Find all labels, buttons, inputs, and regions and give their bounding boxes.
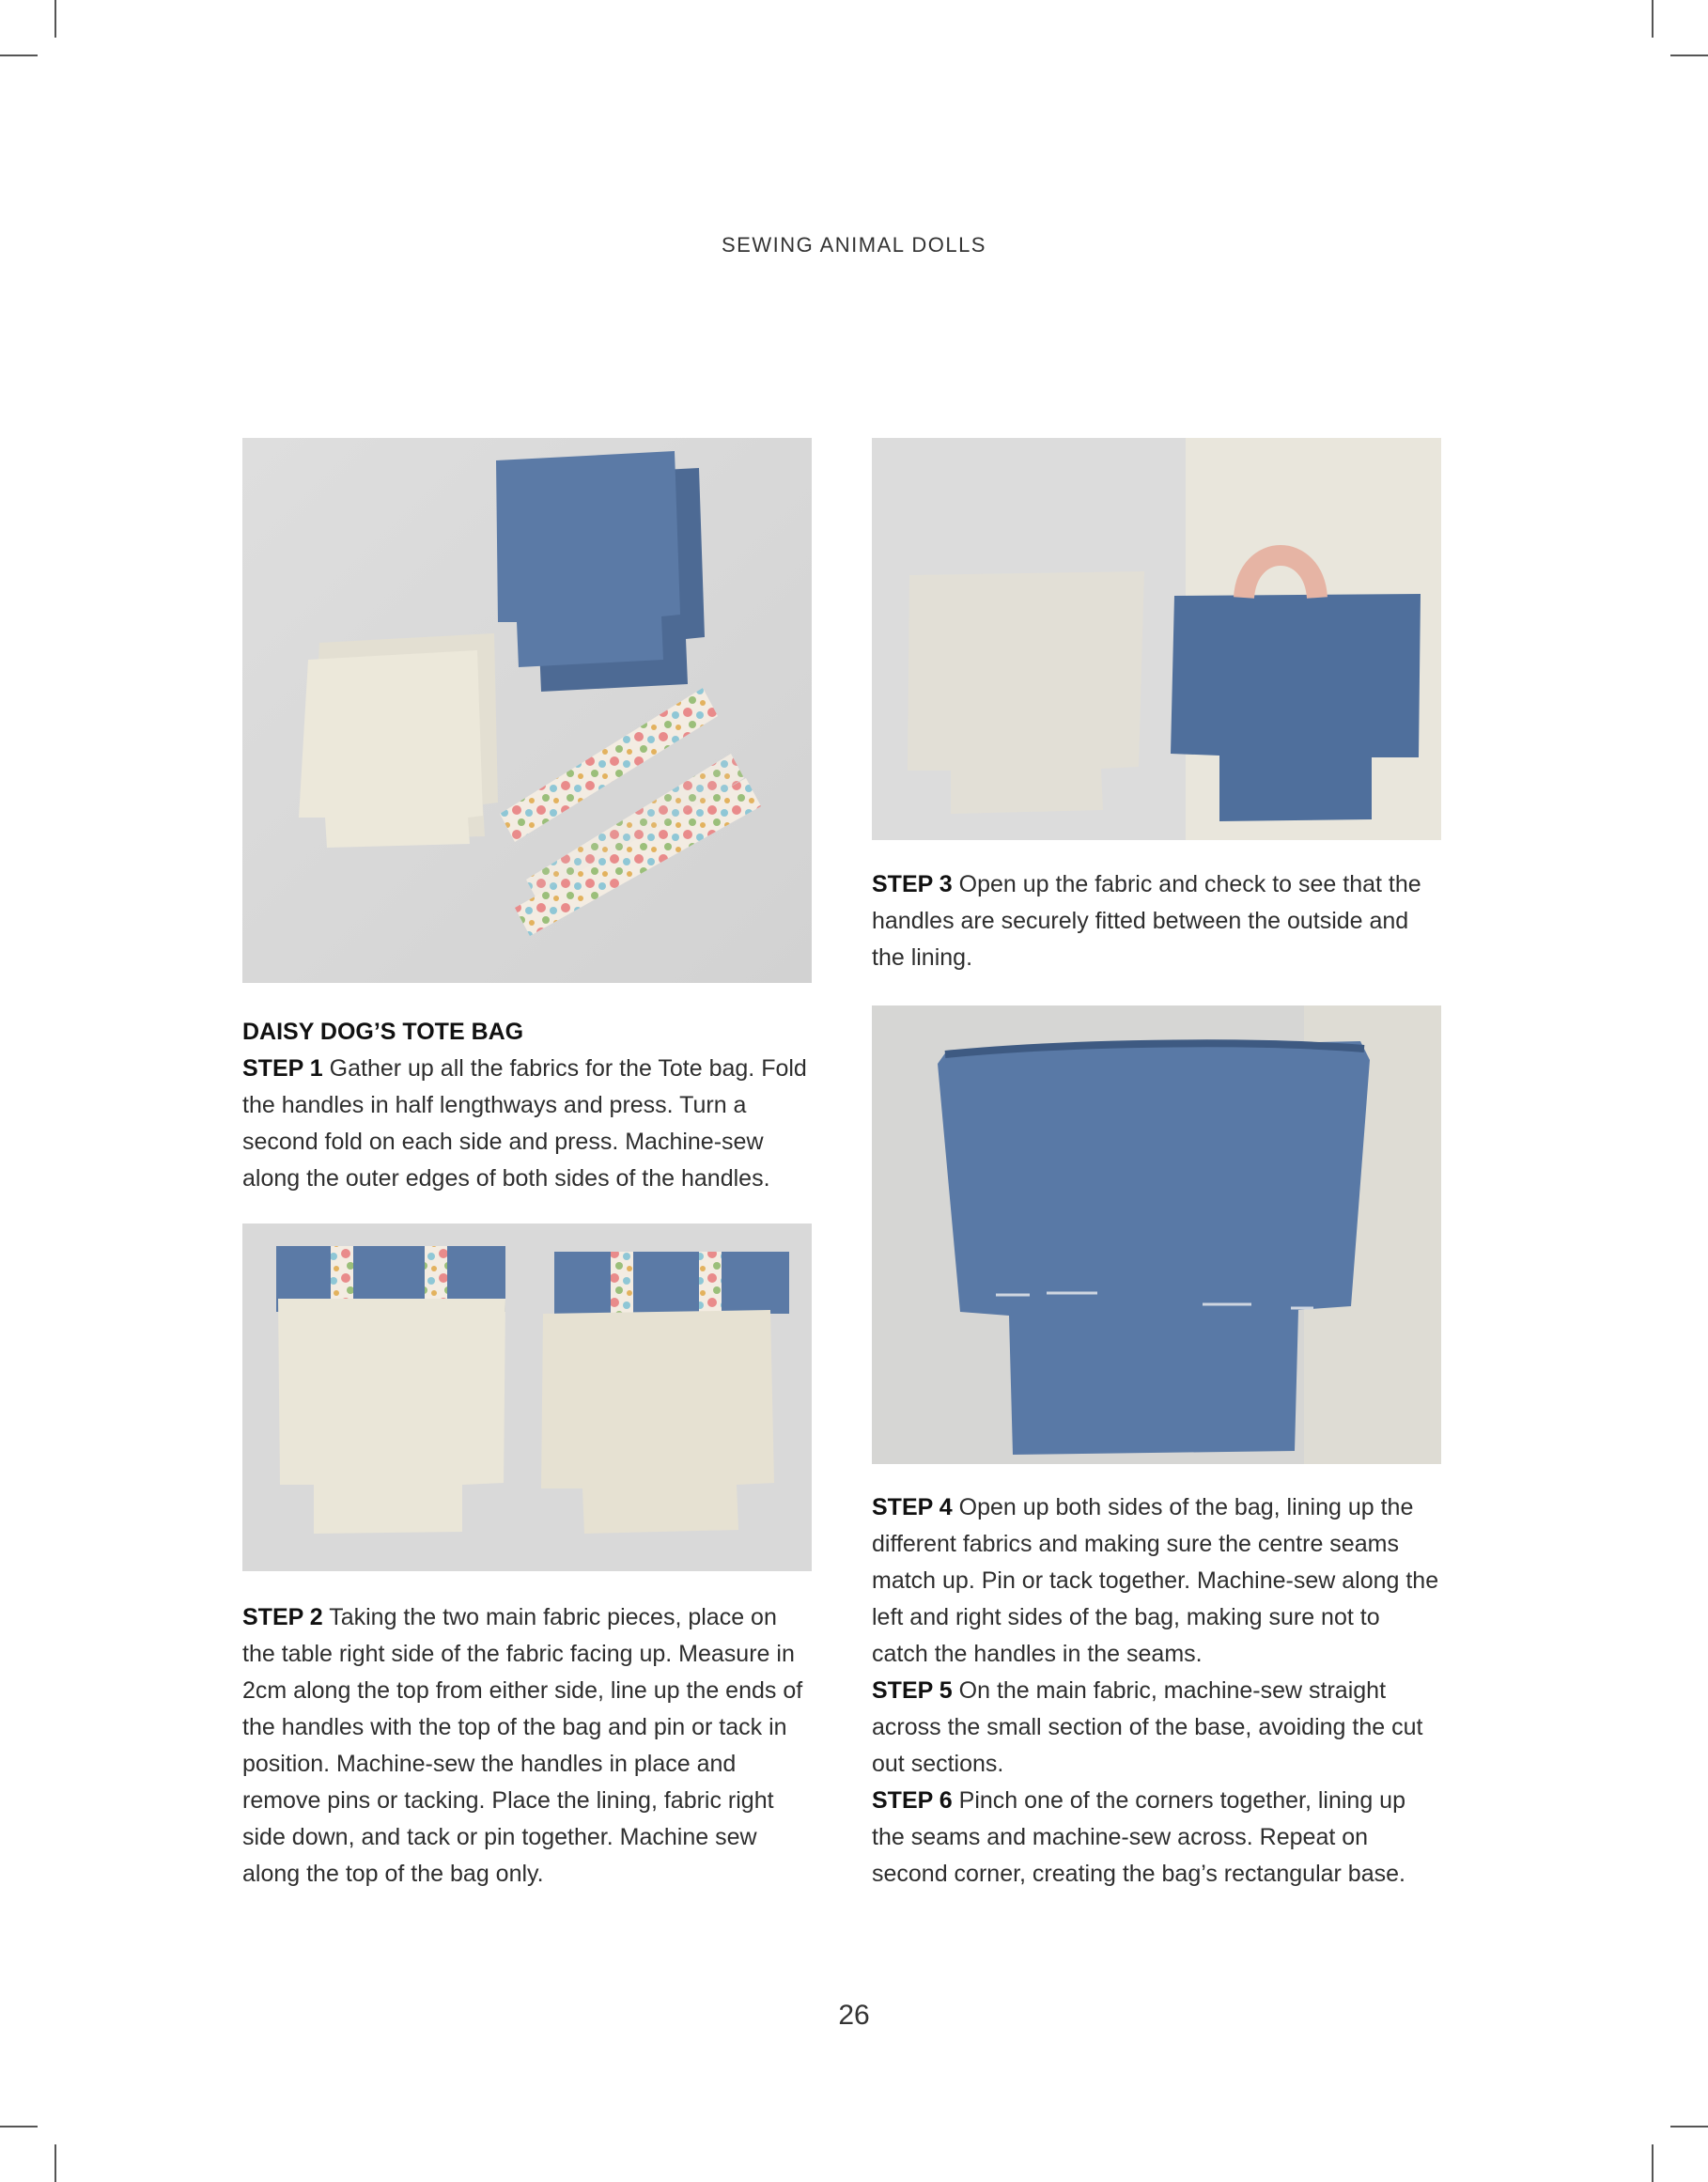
step-text: Gather up all the fabrics for the Tote bag. Fold the handles in half lengthways and press. Turn a second fold on each side and press. Machine-sew along the outer edges of both sides of the handles. <box>242 1055 807 1192</box>
crop-mark <box>1670 55 1708 56</box>
step-label: STEP 3 <box>872 871 953 897</box>
step-label: STEP 2 <box>242 1604 323 1630</box>
step-label: STEP 5 <box>872 1677 953 1704</box>
step-label: STEP 6 <box>872 1787 953 1814</box>
section-step3 <box>872 866 1441 976</box>
step-text: Open up both sides of the bag, lining up the different fabrics and making sure the centre seams match up. Pin or tack together. Machine-sew along the left and right sides of the bag, making sure not to catch the handles in the seams. <box>872 1494 1439 1667</box>
step-text: On the main fabric, machine-sew straight across the small section of the base, avoiding the cut out sections. <box>872 1677 1423 1777</box>
crop-mark <box>54 0 56 38</box>
photo-sewn-bag <box>872 1005 1441 1464</box>
step-4 <box>872 1489 1441 1673</box>
crop-mark <box>1670 2126 1708 2127</box>
step-text: Open up the fabric and check to see that the handles are securely fitted between the outside and the lining. <box>872 871 1421 971</box>
photo-fabrics-gathered <box>242 438 812 983</box>
step-6 <box>872 1783 1441 1893</box>
photo-handles-attached <box>242 1223 812 1571</box>
step-text: Pinch one of the corners together, lining up the seams and machine-sew across. Repeat on second corner, creating the bag’s rectangular base. <box>872 1787 1405 1887</box>
crop-mark <box>0 2126 38 2127</box>
section-step2 <box>242 1599 812 1893</box>
crop-mark <box>54 2144 56 2182</box>
crop-mark <box>1652 2144 1654 2182</box>
page-number: 26 <box>838 2000 870 2031</box>
step-text: Taking the two main fabric pieces, place on the table right side of the fabric facing up. Measure in 2cm along the top from either side, line up the ends of the handles with the top of the bag and pin or tack in position. Machine-sew the handles in place and remove pins or tacking. Place the lining, fabric right side down, and tack or pin together. Machine sew along the top of the bag only. <box>242 1604 803 1887</box>
crop-mark <box>0 55 38 56</box>
section-step1 <box>242 1014 812 1197</box>
section-title: DAISY DOG’S TOTE BAG <box>242 1019 524 1045</box>
step-label: STEP 4 <box>872 1494 953 1520</box>
running-head: SEWING ANIMAL DOLLS <box>722 233 986 257</box>
step-label: STEP 1 <box>242 1055 323 1082</box>
section-steps-4-6 <box>872 1489 1441 1893</box>
step-2 <box>242 1599 812 1893</box>
step-5 <box>872 1673 1441 1783</box>
step-3 <box>872 866 1441 976</box>
photo-open-bag-with-handles <box>872 438 1441 840</box>
crop-mark <box>1652 0 1654 38</box>
step-1 <box>242 1051 812 1197</box>
